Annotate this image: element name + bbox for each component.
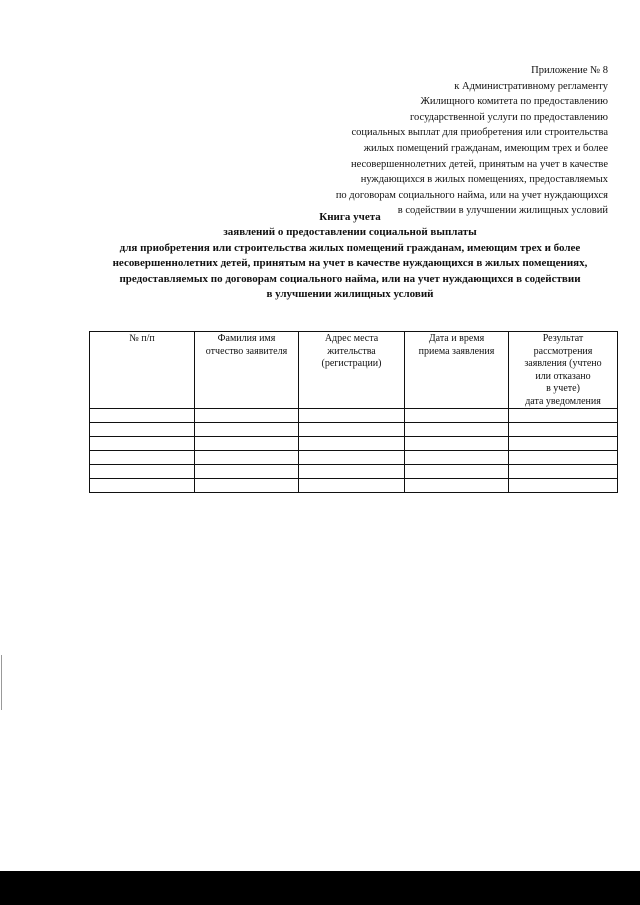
- table-cell: [299, 423, 405, 437]
- header-text: Фамилия имя: [217, 333, 276, 344]
- table-row: [90, 451, 618, 465]
- table-row: [90, 409, 618, 423]
- table-cell: [195, 451, 299, 465]
- table-cell: [509, 451, 618, 465]
- scan-bottom-bar: [0, 871, 640, 905]
- header-text: рассмотрения: [533, 345, 593, 357]
- header-text: или отказано: [535, 370, 591, 382]
- table-cell: [405, 451, 509, 465]
- header-text: Адрес места: [324, 333, 379, 344]
- header-text: Дата и время: [428, 333, 485, 344]
- header-cell-result: [509, 332, 618, 409]
- table-cell: [405, 437, 509, 451]
- header-cell-address: [299, 332, 405, 409]
- table-row: [90, 465, 618, 479]
- header-text: в учете): [546, 383, 580, 394]
- table-cell: [299, 479, 405, 493]
- appendix-line: жилых помещений гражданам, имеющим трех и более: [363, 142, 608, 154]
- table-cell: [90, 423, 195, 437]
- scan-edge-mark: [1, 655, 2, 710]
- title-line: заявлений о предоставлении социальной выплаты: [223, 226, 477, 239]
- table-cell: [509, 423, 618, 437]
- appendix-line: в содействии в улучшении жилищных условий: [397, 205, 608, 217]
- table-cell: [90, 437, 195, 451]
- appendix-line: социальных выплат для приобретения или строительства: [351, 127, 608, 139]
- table-cell: [299, 465, 405, 479]
- header-text: жительства: [327, 345, 376, 357]
- table-cell: [405, 409, 509, 423]
- appendix-line: Приложение № 8: [531, 65, 608, 76]
- table-cell: [90, 409, 195, 423]
- table-cell: [90, 451, 195, 465]
- appendix-line: по договорам социального найма, или на учет нуждающихся: [335, 189, 608, 201]
- table-cell: [195, 409, 299, 423]
- table-row: [90, 437, 618, 451]
- header-text: дата уведомления: [525, 395, 601, 407]
- table-row: [90, 479, 618, 493]
- table-cell: [405, 423, 509, 437]
- table-cell: [195, 479, 299, 493]
- table-cell: [299, 451, 405, 465]
- title-line: несовершеннолетних детей, принятым на учет в качестве нуждающихся в жилых помещениях,: [112, 257, 588, 270]
- appendix-block: [288, 63, 608, 219]
- title-line: предоставляемых по договорам социального найма, или на учет нуждающихся в содействии: [119, 272, 581, 285]
- title-line: в улучшении жилищных условий: [266, 288, 434, 301]
- header-text: (регистрации): [321, 358, 382, 369]
- appendix-line: нуждающихся в жилых помещениях, предоставляемых: [360, 174, 608, 186]
- table-cell: [90, 465, 195, 479]
- table-cell: [195, 465, 299, 479]
- table-cell: [509, 465, 618, 479]
- header-text: Результат: [542, 333, 584, 344]
- table-cell: [299, 409, 405, 423]
- header-text: отчество заявителя: [205, 345, 288, 357]
- table-cell: [195, 437, 299, 451]
- table-cell: [195, 423, 299, 437]
- table-header-row: [90, 332, 618, 409]
- header-text: № п/п: [129, 333, 155, 344]
- header-cell-date: [405, 332, 509, 409]
- table-cell: [509, 437, 618, 451]
- title-line: для приобретения или строительства жилых помещений гражданам, имеющим трех и более: [119, 241, 581, 254]
- header-text: заявления (учтено: [524, 358, 602, 369]
- table-cell: [299, 437, 405, 451]
- register-table: [89, 331, 618, 493]
- table-cell: [90, 479, 195, 493]
- appendix-line: к Административному регламенту: [454, 80, 608, 92]
- table-row: [90, 423, 618, 437]
- document-title: [80, 210, 620, 302]
- header-cell-number: [90, 332, 195, 409]
- table-cell: [405, 479, 509, 493]
- title-line: Книга учета: [319, 211, 381, 223]
- table-cell: [509, 409, 618, 423]
- header-cell-name: [195, 332, 299, 409]
- header-text: приема заявления: [418, 345, 495, 357]
- appendix-line: Жилищного комитета по предоставлению: [420, 96, 608, 108]
- appendix-line: государственной услуги по предоставлению: [410, 111, 608, 123]
- table-cell: [509, 479, 618, 493]
- appendix-line: несовершеннолетних детей, принятым на учет в качестве: [350, 158, 608, 170]
- table-cell: [405, 465, 509, 479]
